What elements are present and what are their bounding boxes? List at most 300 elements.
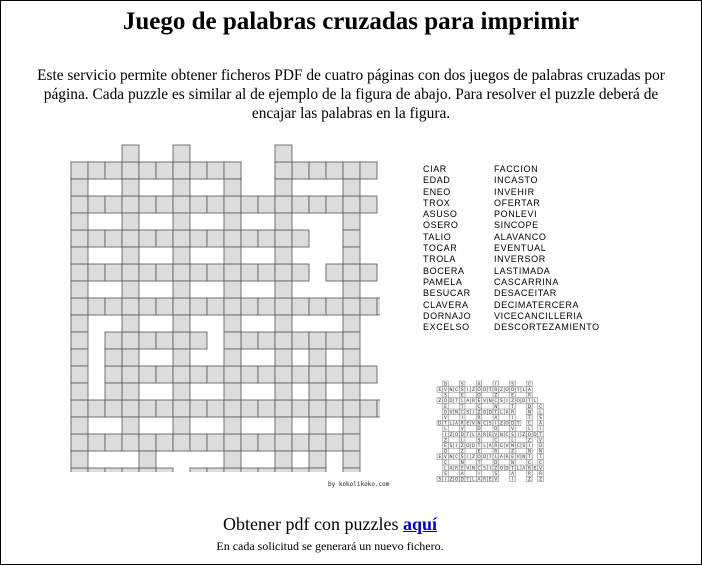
- grid-cell: [122, 230, 139, 247]
- grid-cell: [224, 383, 241, 400]
- thumbnail-letter: V: [449, 409, 453, 415]
- grid-cell: [275, 468, 292, 472]
- grid-cell: [360, 298, 377, 315]
- thumbnail-letter: D: [482, 454, 487, 460]
- grid-cell: [156, 468, 173, 472]
- grid-cell: [71, 213, 88, 230]
- grid-cell: [309, 468, 326, 472]
- grid-cell: [343, 468, 360, 472]
- grid-cell: [258, 366, 275, 383]
- thumbnail-letter: V: [539, 465, 543, 471]
- thumbnail-letter: N: [527, 409, 531, 415]
- thumbnail-letter: Z: [443, 437, 447, 443]
- thumbnail-letter: T: [477, 443, 481, 448]
- grid-cell: [139, 366, 156, 383]
- grid-cell: [224, 162, 241, 179]
- word-list-right: [494, 164, 600, 333]
- grid-cell: [224, 196, 241, 213]
- grid-cell: [275, 315, 292, 332]
- word-item: INVEHIR: [494, 186, 535, 197]
- word-item: BOCERA: [423, 265, 465, 276]
- grid-cell: [241, 434, 258, 451]
- thumbnail-letter: L: [444, 426, 447, 432]
- grid-cell: [343, 247, 360, 264]
- grid-cell: [71, 196, 88, 213]
- thumbnail-letter: L: [494, 454, 497, 460]
- thumbnail-letter: Z: [499, 420, 503, 426]
- thumbnail-letter: R: [539, 471, 543, 476]
- thumbnail-letter: R: [494, 448, 498, 454]
- thumbnail-letter: D: [482, 387, 487, 392]
- grid-cell: [173, 213, 190, 230]
- grid-cell: [156, 230, 173, 247]
- grid-cell: [360, 162, 377, 179]
- thumbnail-letter: C: [483, 420, 487, 426]
- word-item: VICECANCILLERIA: [494, 310, 584, 321]
- thumbnail-letter: S: [477, 437, 481, 443]
- thumbnail-letter: V: [511, 426, 515, 432]
- grid-cell: [190, 230, 207, 247]
- grid-cell: [122, 196, 139, 213]
- grid-cell: [122, 468, 139, 472]
- thumbnail-letter: D: [460, 476, 464, 482]
- thumbnail-letter: N: [522, 454, 526, 460]
- grid-cell: [122, 247, 139, 264]
- grid-cell: [71, 349, 88, 366]
- grid-cell: [241, 230, 258, 247]
- grid-cell: [275, 349, 292, 366]
- crossword-solution-thumbnail: [436, 380, 548, 486]
- thumbnail-letter: D: [510, 387, 515, 392]
- grid-cell: [309, 196, 326, 213]
- thumbnail-letter: S: [494, 471, 498, 476]
- thumbnail-letter: S: [522, 443, 526, 448]
- grid-cell: [258, 298, 275, 315]
- grid-cell: [224, 264, 241, 281]
- grid-cell: [224, 434, 241, 451]
- thumbnail-letter: T: [539, 454, 542, 460]
- grid-cell: [292, 366, 309, 383]
- grid-cell: [275, 264, 292, 281]
- thumbnail-letter: O: [466, 443, 470, 448]
- grid-cell: [241, 298, 258, 315]
- grid-cell: [105, 196, 122, 213]
- grid-cell: [139, 400, 156, 417]
- grid-cell: [122, 179, 139, 196]
- thumbnail-letter: E: [466, 420, 470, 426]
- grid-cell: [207, 196, 224, 213]
- thumbnail-letter: E: [488, 476, 492, 482]
- grid-cell: [343, 417, 360, 434]
- grid-cell: [122, 366, 139, 383]
- thumbnail-letter: Z: [460, 443, 464, 448]
- grid-cell: [309, 349, 326, 366]
- grid-cell: [173, 179, 190, 196]
- grid-cell: [343, 196, 360, 213]
- thumbnail-letter: D: [488, 409, 492, 415]
- download-text: Obtener pdf con puzzles: [223, 514, 399, 534]
- grid-cell: [241, 468, 258, 472]
- grid-cell: [343, 349, 360, 366]
- thumbnail-letter: C: [539, 459, 543, 465]
- grid-cell: [105, 468, 122, 472]
- thumbnail-letter: C: [527, 420, 531, 426]
- grid-cell: [173, 383, 190, 400]
- grid-cell: [224, 332, 241, 349]
- thumbnail-letter: N: [477, 420, 481, 426]
- thumbnail-letter: A: [449, 465, 453, 471]
- grid-cell: [207, 162, 224, 179]
- word-item: DECIMATERCERA: [494, 299, 580, 310]
- grid-cell: [122, 145, 139, 162]
- thumbnail-letter: N: [499, 431, 503, 437]
- grid-cell: [343, 366, 360, 383]
- grid-cell: [122, 332, 139, 349]
- thumbnail-letter: R: [527, 471, 531, 476]
- thumbnail-letter: A: [522, 465, 526, 471]
- thumbnail-letter: A: [494, 415, 498, 420]
- thumbnail-letter: T: [477, 459, 481, 465]
- thumbnail-letter: I: [461, 415, 463, 420]
- word-item: CIAR: [423, 164, 447, 174]
- thumbnail-letter: I: [478, 471, 480, 476]
- grid-cell: [224, 366, 241, 383]
- grid-cell: [88, 230, 105, 247]
- grid-cell: [173, 162, 190, 179]
- grid-cell: [173, 366, 190, 383]
- thumbnail-letter: S: [466, 409, 470, 415]
- grid-cell: [105, 332, 122, 349]
- thumbnail-letter: C: [505, 431, 509, 437]
- word-item: DORNAJO: [423, 310, 472, 321]
- thumbnail-letter: E: [444, 443, 447, 448]
- thumbnail-letter: D: [471, 443, 476, 448]
- thumbnail-letter: V: [443, 387, 447, 392]
- thumbnail-letter: C: [494, 437, 498, 443]
- word-item: ALAVANCO: [494, 231, 547, 242]
- thumbnail-letter: S: [449, 443, 453, 448]
- grid-cell: [139, 451, 156, 468]
- thumbnail-letter: L: [500, 409, 503, 415]
- grid-cell: [292, 332, 309, 349]
- word-item: OSERO: [423, 220, 459, 231]
- grid-cell: [71, 230, 88, 247]
- grid-cell: [326, 332, 343, 349]
- grid-cell: [258, 264, 275, 281]
- grid-cell: [326, 298, 343, 315]
- grid-cell: [258, 468, 275, 472]
- thumbnail-letter: V: [471, 420, 475, 426]
- thumbnail-letter: T: [488, 454, 492, 460]
- thumbnail-letter: S: [444, 392, 447, 398]
- grid-cell: [88, 162, 105, 179]
- thumbnail-letter: S: [444, 471, 447, 476]
- thumbnail-letter: I: [528, 443, 531, 448]
- grid-cell: [139, 264, 156, 281]
- grid-cell: [122, 213, 139, 230]
- grid-cell: [105, 230, 122, 247]
- thumbnail-letter: L: [472, 431, 475, 437]
- grid-cell: [258, 434, 275, 451]
- thumbnail-letter: D: [533, 431, 537, 437]
- thumbnail-letter: V: [539, 437, 543, 443]
- word-item: TROLA: [423, 254, 457, 265]
- grid-cell: [88, 400, 105, 417]
- grid-cell: [122, 315, 139, 332]
- grid-cell: [88, 196, 105, 213]
- thumbnail-letter: Z: [449, 476, 453, 482]
- thumbnail-letter: L: [461, 398, 464, 404]
- thumbnail-letter: R: [494, 443, 498, 448]
- thumbnail-letter: T: [539, 431, 542, 437]
- word-item: PONLEVI: [494, 209, 538, 220]
- grid-cell: [173, 264, 190, 281]
- thumbnail-letter: L: [511, 437, 514, 443]
- thumbnail-letter: A: [460, 471, 464, 476]
- thumbnail-letter: Z: [511, 448, 515, 454]
- thumbnail-letter: A: [499, 454, 503, 460]
- grid-cell: [343, 281, 360, 298]
- grid-cell: [275, 281, 292, 298]
- thumbnail-letter: O: [516, 398, 520, 404]
- grid-cell: [173, 298, 190, 315]
- thumbnail-letter: I: [495, 420, 497, 426]
- grid-cell: [343, 434, 360, 451]
- grid-cell: [122, 400, 139, 417]
- thumbnail-letter: S: [488, 420, 492, 426]
- thumbnail-letter: S: [511, 381, 514, 387]
- thumbnail-letter: R: [494, 387, 498, 392]
- download-link[interactable]: aquí: [402, 514, 437, 534]
- grid-cell: [360, 264, 377, 281]
- grid-cell: [275, 247, 292, 264]
- thumbnail-letter: O: [443, 448, 448, 454]
- grid-cell: [190, 468, 207, 472]
- grid-cell: [139, 468, 156, 472]
- grid-cell: [343, 298, 360, 315]
- thumbnail-letter: T: [516, 387, 520, 392]
- grid-cell: [343, 213, 360, 230]
- thumbnail-letter: C: [460, 409, 464, 415]
- thumbnail-letter: T: [528, 415, 531, 420]
- thumbnail-letter: A: [477, 381, 481, 387]
- grid-cell: [105, 264, 122, 281]
- grid-cell: [309, 434, 326, 451]
- grid-cell: [309, 417, 326, 434]
- word-item: OFERTAR: [494, 197, 541, 208]
- grid-cell: [275, 417, 292, 434]
- thumbnail-letter: Z: [511, 398, 515, 404]
- grid-cell: [343, 332, 360, 349]
- thumbnail-letter: V: [505, 443, 509, 448]
- grid-cell: [241, 196, 258, 213]
- grid-cell: [326, 400, 343, 417]
- grid-cell: [190, 196, 207, 213]
- thumbnail-letter: I: [511, 415, 514, 420]
- thumbnail-letter: A: [455, 420, 459, 426]
- grid-cell: [122, 162, 139, 179]
- thumbnail-letter: T: [528, 398, 531, 404]
- word-item: CLAVERA: [423, 299, 469, 310]
- thumbnail-letter: V: [494, 431, 498, 437]
- thumbnail-letter: E: [438, 454, 442, 460]
- thumbnail-letter: N: [449, 454, 453, 460]
- grid-cell: [360, 366, 377, 383]
- grid-cell: [275, 196, 292, 213]
- thumbnail-letter: R: [483, 476, 487, 482]
- grid-cell: [343, 264, 360, 281]
- grid-cell: [224, 468, 241, 472]
- grid-cell: [224, 400, 241, 417]
- grid-cell: [343, 315, 360, 332]
- thumbnail-letter: E: [511, 392, 514, 398]
- generation-note: En cada solicitud se generará un nuevo fichero.: [216, 539, 444, 553]
- thumbnail-letter: R: [460, 420, 464, 426]
- thumbnail-letter: Z: [539, 476, 543, 482]
- word-item: FACCION: [494, 164, 539, 174]
- grid-cell: [156, 298, 173, 315]
- thumbnail-letter: A: [477, 431, 481, 437]
- thumbnail-letter: C: [477, 465, 481, 471]
- page-title: Juego de palabras cruzadas para imprimir: [122, 8, 580, 35]
- grid-cell: [173, 434, 190, 451]
- word-item: CASCARRINA: [494, 276, 560, 287]
- word-item: ENEO: [423, 186, 451, 197]
- grid-cell: [71, 281, 88, 298]
- thumbnail-letter: S: [511, 431, 514, 437]
- grid-cell: [190, 400, 207, 417]
- grid-cell: [105, 434, 122, 451]
- grid-cell: [122, 298, 139, 315]
- thumbnail-letter: Z: [471, 387, 475, 392]
- thumbnail-letter: E: [460, 392, 464, 398]
- thumbnail-letter: D: [449, 398, 453, 404]
- thumbnail-letter: R: [505, 454, 509, 460]
- grid-cell: [343, 162, 360, 179]
- thumbnail-letter: V: [443, 415, 447, 420]
- grid-cell: [292, 162, 309, 179]
- thumbnail-letter: E: [444, 403, 447, 409]
- grid-cell: [207, 298, 224, 315]
- grid-cell: [309, 298, 326, 315]
- thumbnail-letter: A: [477, 476, 481, 482]
- grid-cell: [71, 366, 88, 383]
- grid-cell: [173, 230, 190, 247]
- thumbnail-letter: L: [483, 443, 486, 448]
- grid-cell: [71, 264, 88, 281]
- grid-cell: [241, 264, 258, 281]
- grid-cell: [173, 281, 190, 298]
- grid-cell: [71, 162, 88, 179]
- thumbnail-letter: D: [460, 431, 464, 437]
- grid-cell: [71, 434, 88, 451]
- thumbnail-letter: C: [443, 459, 447, 465]
- crossword-grid: [60, 142, 380, 472]
- grid-cell: [275, 451, 292, 468]
- thumbnail-letter: Z: [494, 392, 498, 398]
- thumbnail-letter: V: [466, 465, 470, 471]
- word-item: EVENTUAL: [494, 243, 547, 254]
- thumbnail-letter: C: [539, 403, 543, 409]
- grid-cell: [309, 162, 326, 179]
- grid-cell: [71, 179, 88, 196]
- thumbnail-letter: I: [489, 465, 491, 471]
- grid-cell: [343, 230, 360, 247]
- grid-cell: [224, 213, 241, 230]
- word-list-left: [423, 164, 471, 333]
- thumbnail-letter: L: [539, 409, 542, 415]
- grid-cell: [88, 264, 105, 281]
- thumbnail-letter: Z: [499, 387, 503, 392]
- grid-cell: [139, 434, 156, 451]
- grid-cell: [309, 451, 326, 468]
- grid-cell: [224, 349, 241, 366]
- thumbnail-letter: Z: [471, 454, 475, 460]
- thumbnail-letter: T: [511, 465, 514, 471]
- grid-cell: [326, 162, 343, 179]
- thumbnail-letter: T: [494, 409, 498, 415]
- thumbnail-letter: L: [461, 437, 464, 443]
- grid-cell: [122, 264, 139, 281]
- grid-cell: [105, 383, 122, 400]
- grid-cell: [139, 162, 156, 179]
- grid-cell: [88, 434, 105, 451]
- grid-cell: [326, 196, 343, 213]
- thumbnail-letter: I: [467, 454, 469, 460]
- thumbnail-letter: C: [455, 454, 459, 460]
- thumbnail-letter: S: [539, 415, 542, 420]
- thumbnail-letter: T: [511, 403, 514, 409]
- thumbnail-letter: Z: [522, 431, 526, 437]
- thumbnail-letter: I: [506, 398, 508, 404]
- grid-cell: [173, 417, 190, 434]
- word-item: INVERSOR: [494, 254, 546, 265]
- thumbnail-letter: D: [494, 459, 498, 465]
- grid-cell: [173, 196, 190, 213]
- grid-cell: [190, 264, 207, 281]
- thumbnail-letter: L: [533, 398, 537, 404]
- grid-cell: [156, 366, 173, 383]
- word-item: LASTIMADA: [494, 265, 551, 276]
- grid-cell: [309, 383, 326, 400]
- thumbnail-letter: R: [455, 465, 459, 471]
- thumbnail-letter: V: [516, 454, 520, 460]
- word-item: INCASTO: [494, 175, 539, 186]
- thumbnail-letter: Z: [449, 431, 453, 437]
- thumbnail-letter: R: [483, 431, 487, 437]
- grid-cell: [71, 383, 88, 400]
- grid-cell: [258, 400, 275, 417]
- grid-cell: [275, 213, 292, 230]
- word-item: DESACEITAR: [494, 288, 557, 299]
- grid-cell: [275, 230, 292, 247]
- thumbnail-letter: I: [495, 381, 497, 387]
- thumbnail-letter: E: [477, 398, 481, 404]
- thumbnail-letter: O: [482, 409, 487, 415]
- thumbnail-letter: E: [438, 387, 442, 392]
- grid-cell: [173, 145, 190, 162]
- thumbnail-letter: O: [494, 426, 498, 432]
- thumbnail-letter: E: [477, 448, 481, 454]
- grid-cell: [71, 315, 88, 332]
- grid-cell: [71, 451, 88, 468]
- grid-cell: [258, 332, 275, 349]
- thumbnail-letter: S: [483, 465, 486, 471]
- thumbnail-letter: D: [527, 403, 532, 409]
- thumbnail-letter: T: [460, 403, 464, 409]
- thumbnail-letter: A: [527, 387, 531, 392]
- grid-cell: [190, 332, 207, 349]
